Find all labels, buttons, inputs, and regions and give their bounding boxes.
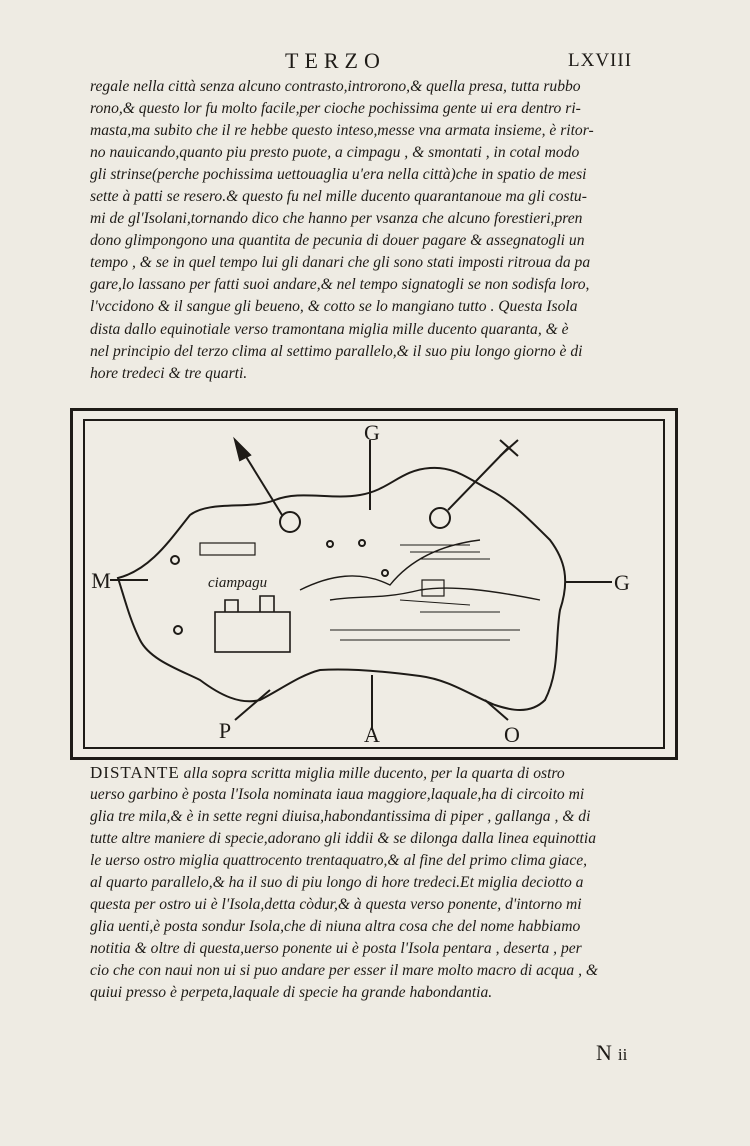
- text-line: uerso garbino è posta l'Isola nominata iaua maggiore,laquale,ha di circoito mi: [90, 786, 585, 804]
- text-line: masta,ma subito che il re hebbe questo inteso,messe vna armata insieme, è ritor-: [90, 122, 594, 140]
- tree: [171, 556, 179, 564]
- castle: [215, 612, 290, 652]
- wind-line-se: [485, 700, 508, 720]
- text-line: le uerso ostro miglia quattrocento trentaquatro,& al fine del primo clima giace,: [90, 852, 588, 870]
- tree: [382, 570, 388, 576]
- text-line: l'vccidono & il sangue gli beueno, & cotto se lo mangiano tutto . Questa Isola: [90, 298, 578, 316]
- wind-line-nw: [245, 455, 282, 515]
- text-line: gli strinse(perche pochissima uettouaglia u'era nella città)che in spatio de mesi: [90, 166, 587, 184]
- tree: [174, 626, 182, 634]
- text-line: mi de gl'Isolani,tornando dico che hanno per vsanza che alcuno forestieri,pren: [90, 210, 583, 228]
- tree: [327, 541, 333, 547]
- text-line: dista dallo equinotiale verso tramontana miglia mille ducento quaranta, & è: [90, 320, 569, 338]
- text-line: hore tredeci & tre quarti.: [90, 364, 248, 382]
- text-line: gare,lo lassano per fatti suoi andare,& nel tempo signatogli se non sodisfa loro,: [90, 276, 590, 294]
- wind-line-sw: [235, 690, 270, 720]
- text-line: sette à patti se resero.& questo fu nel mille ducento quarantanoue ma gli costu-: [90, 188, 587, 206]
- text-line: rono,& questo lor fu molto facile,per cioche pochissima gente ui era dentro ri-: [90, 100, 581, 118]
- text-line: dono glimpongono una quantita de pecunia di douer pagare & assegnatogli un: [90, 232, 585, 250]
- text-line: nel principio del terzo clima al settimo parallelo,& il suo piu longo giorno è di: [90, 342, 583, 360]
- cross-ne: [500, 440, 518, 456]
- text-line: al quarto parallelo,& ha il suo di piu longo di hore tredeci.Et miglia deciotto a: [90, 874, 584, 892]
- text-line: glia tre mila,& è in sette regni diuisa,habondantissima di piper , gallanga , & di: [90, 808, 591, 826]
- first-line-rest: alla sopra scritta miglia mille ducento, per la quarta di ostro: [179, 765, 565, 782]
- wind-letter-north: G: [364, 420, 380, 445]
- text-line-first: [90, 762, 690, 784]
- village-houses: [200, 543, 255, 555]
- hills-hatching: [330, 545, 520, 640]
- folio-number: LXVIII: [568, 50, 633, 71]
- tree: [359, 540, 365, 546]
- arrow-nw-head: [235, 440, 250, 460]
- place-label-ciampagu: ciampagu: [208, 575, 268, 591]
- bottom-paragraph: [90, 762, 690, 1005]
- wind-letter-south: A: [364, 722, 380, 747]
- compass-circle-nw: [280, 512, 300, 532]
- text-line: regale nella città senza alcuno contrasto,introrono,& quella presa, tutta rubbo: [90, 78, 581, 95]
- page-signature: [596, 1040, 627, 1066]
- text-line: cio che con naui non ui si puo andare per esser il mare molto macro di acqua , &: [90, 962, 599, 980]
- compass-circle-ne: [430, 508, 450, 528]
- signature-letter: N: [596, 1040, 612, 1065]
- text-line: notitia & oltre di questa,uerso ponente ui è posta l'Isola pentara , deserta , per: [90, 940, 582, 958]
- wind-line-ne: [448, 448, 508, 510]
- running-title: TERZO: [285, 48, 386, 73]
- wind-letter-east: G: [614, 570, 630, 595]
- wind-letter-south-west: P: [218, 718, 232, 743]
- text-line: questa per ostro ui è l'Isola,detta còdur,& à questa verso ponente, d'intorno mi: [90, 896, 582, 914]
- text-line: glia uenti,è posta sondur Isola,che di niuna altra cosa che del nome habbiamo: [90, 918, 581, 936]
- wind-letter-west: M: [91, 568, 111, 593]
- wind-letter-south-east: O: [504, 722, 520, 747]
- signature-number: ii: [617, 1045, 628, 1064]
- castle-towers: [225, 596, 274, 612]
- text-line: no nauicando,quanto piu presto puote, a cimpagu , & smontati , in cotal modo: [90, 144, 580, 162]
- text-line: tutte altre maniere di specie,adorano gli iddii & se dilonga dalla linea equinottia: [90, 830, 597, 848]
- island-coastline: [118, 468, 565, 710]
- text-line: quiui presso è perpeta,laquale di specie ha grande habondantia.: [90, 984, 493, 1002]
- text-line: tempo , & se in quel tempo lui gli danari che gli sono stati imposti ritroua da pa: [90, 254, 591, 272]
- initial-word: DISTANTE: [90, 763, 180, 782]
- mountain-range: [300, 540, 540, 600]
